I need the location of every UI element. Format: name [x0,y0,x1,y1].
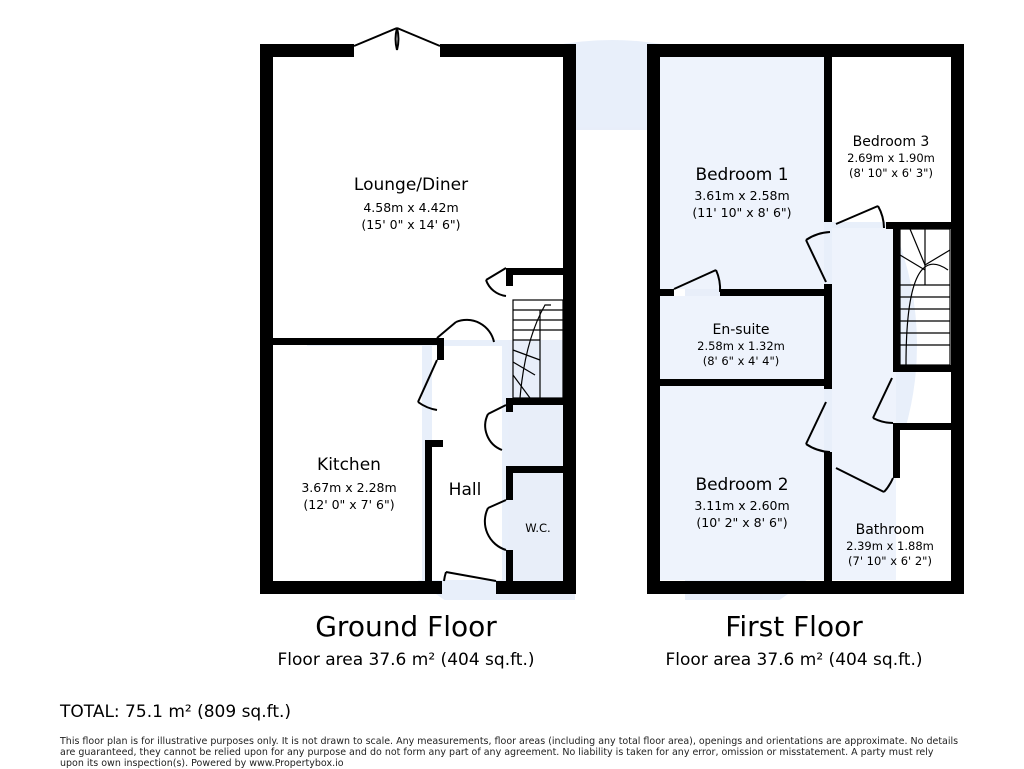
lounge-diner-dim-ft: (15' 0" x 14' 6") [361,217,461,232]
lounge-diner-label: Lounge/Diner [353,175,469,195]
first-staircase [900,229,950,365]
lounge-diner-area [272,56,570,340]
bedroom3-dim-m: 2.69m x 1.90m [847,151,935,165]
first-floor-title: First Floor [725,610,863,643]
ground-floor-area: Floor area 37.6 m² (404 sq.ft.) [277,650,535,670]
ensuite-dim-m: 2.58m x 1.32m [697,339,785,353]
bedroom2-dim-m: 3.11m x 2.60m [694,498,790,513]
bedroom1-dim-m: 3.61m x 2.58m [694,188,790,203]
bathroom-dim-m: 2.39m x 1.88m [846,539,934,553]
ensuite-label: En-suite [712,322,770,338]
kitchen-label: Kitchen [317,455,381,475]
hall-label: Hall [448,480,482,500]
first-floor-plan [647,44,964,594]
bedroom3-label: Bedroom 3 [852,134,930,150]
bathroom-dim-ft: (7' 10" x 6' 2") [848,554,932,568]
bathroom-label: Bathroom [855,522,925,538]
first-floor-area: Floor area 37.6 m² (404 sq.ft.) [665,650,923,670]
kitchen-dim-ft: (12' 0" x 7' 6") [303,497,395,512]
ground-floor-title: Ground Floor [315,610,497,643]
bedroom1-dim-ft: (11' 10" x 8' 6") [692,205,792,220]
kitchen-dim-m: 3.67m x 2.28m [301,480,397,495]
ensuite-dim-ft: (8' 6" x 4' 4") [702,354,780,368]
french-door [354,28,440,50]
total-area: TOTAL: 75.1 m² (809 sq.ft.) [60,702,292,722]
bedroom1-label: Bedroom 1 [695,165,789,185]
bedroom2-label: Bedroom 2 [695,475,789,495]
wc-label: W.C. [525,521,551,535]
disclaimer-text: This floor plan is for illustrative purposes only. It is not drawn to scale. Any measurements, floor areas (including any total floor area), openings and orientations are approximate. No details are guaranteed, they cannot be relied upon for any purpose and do not form any part of any agreement. No liability is taken for any error, omission or misstatement. A party must rely upon its own inspection(s). Powered by www.Propertybox.io [60,736,959,769]
bedroom2-dim-ft: (10' 2" x 8' 6") [696,515,788,530]
bedroom3-dim-ft: (8' 10" x 6' 3") [849,166,933,180]
lounge-diner-dim-m: 4.58m x 4.42m [363,200,459,215]
hall-area [432,346,502,580]
